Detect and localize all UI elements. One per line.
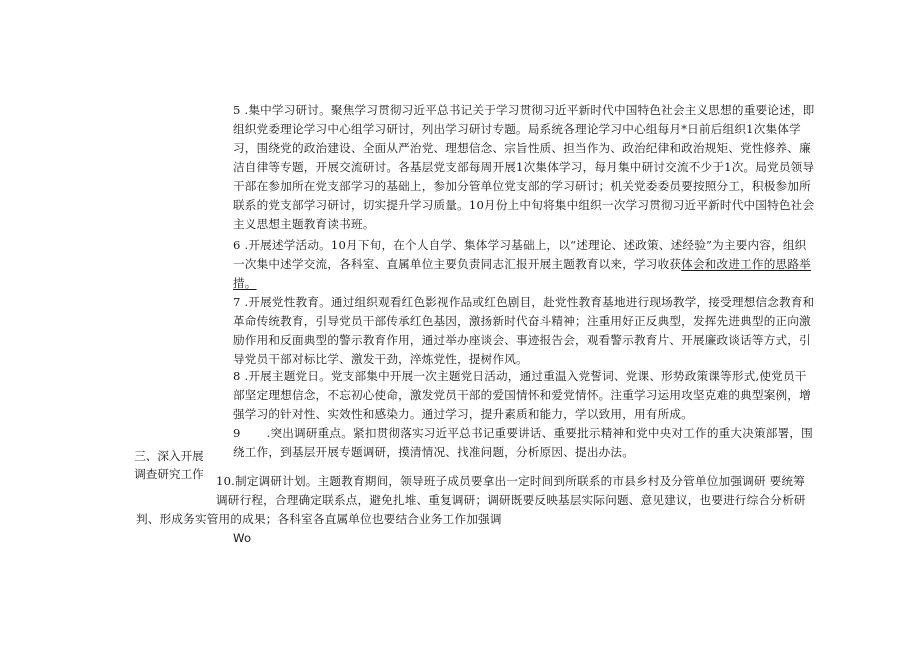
paragraph-6-underlined-text: 体会和改进工作的思路举措。 bbox=[233, 257, 811, 290]
trailing-text: Wo bbox=[233, 531, 252, 545]
paragraph-6-text: 6 .开展述学活动。10月下旬，在个人自学、集体学习基础上，以“述理论、述政策、述经验”为主要内容，组织一次集中述学交流，各科室、直属单位主要负责同志汇报开展主题教育以来，学习收获 bbox=[233, 238, 807, 271]
paragraph-9-research-focus bbox=[233, 424, 817, 462]
paragraph-8-party-day: 8 .开展主题党日。党支部集中开展一次主题党日活动，通过重温入党誓词、党课、形势政策课等形式,使党员干部坚定理想信念，不忘初心使命，激发党员干部的爱国情怀和爱党情怀。注重学习运用攻坚克难的典型案例，增强学习的针对性、实效性和感染力。通过学习，提升素质和能力，学以致用，用有所成。 bbox=[233, 369, 811, 421]
paragraph-10-continuation: 判、形成务实管用的成果；各科室各直属单位也要结合业务工作加强调 bbox=[136, 512, 502, 526]
paragraph-7-party-education: 7 .开展党性教育。通过组织观看红色影视作品或红色剧目，赴党性教育基地进行现场教学，接受理想信念教育和革命传统教育，引导党员干部传承红色基因，激扬新时代奋斗精神；注重用好正反典型，发挥先进典型的正向激励作用和反面典型的警示教育作用，通过举办座谈会、事迹报告会，观看警示教育片、开展廉政谈话等方式，引导党员干部对标比学、激发干劲，淬炼党性，提树作风。 bbox=[233, 295, 815, 366]
paragraph-6-study-report bbox=[233, 236, 815, 293]
paragraph-9-text: .突出调研重点。紧扣贯彻落实习近平总书记重要讲话、重要批示精神和党中央对工作的重大决策部署，围绕工作，到基层开展专题调研，摸清情况、找准问题，分析原因、提出办法。 bbox=[233, 426, 813, 459]
paragraph-10-research-plan: 10.制定调研计划。主题教育期间，领导班子成员要拿出一定时间到所联系的市县乡村及分管单位加强调研 要统筹调研行程，合理确定联系点，避免扎堆、重复调研；调研既要反映基层实际问题、意见建议，也要进行综合分析研 bbox=[216, 474, 806, 507]
paragraph-9-number: 9 bbox=[233, 426, 241, 440]
paragraph-5-study-discussion: 5 .集中学习研讨。聚焦学习贯彻习近平总书记关于学习贯彻习近平新时代中国特色社会主义思想的重要论述，即组织党委理论学习中心组学习研讨，列出学习研讨专题。局系统各理论学习中心组每月*日前后组织1次集体学习，围绕党的政治建设、全面从严治党、理想信念、宗旨性质、担当作为、政治纪律和政治规矩、党性修养、廉洁自律等专题，开展交流研讨。各基层党支部每周开展1次集体学习，每月集中研讨交流不少于1次。局党员领导干部在参加所在党支部学习的基础上，参加分管单位党支部的学习研讨；机关党委委员要按照分工，积极参加所联系的党支部学习研讨，切实提升学习质量。10月份上中旬将集中组织一次学习贯彻习近平新时代中国特色社会主义思想主题教育读书班。 bbox=[233, 103, 815, 231]
section-label-research-work: 三、深入开展调查研究工作 bbox=[134, 449, 204, 481]
